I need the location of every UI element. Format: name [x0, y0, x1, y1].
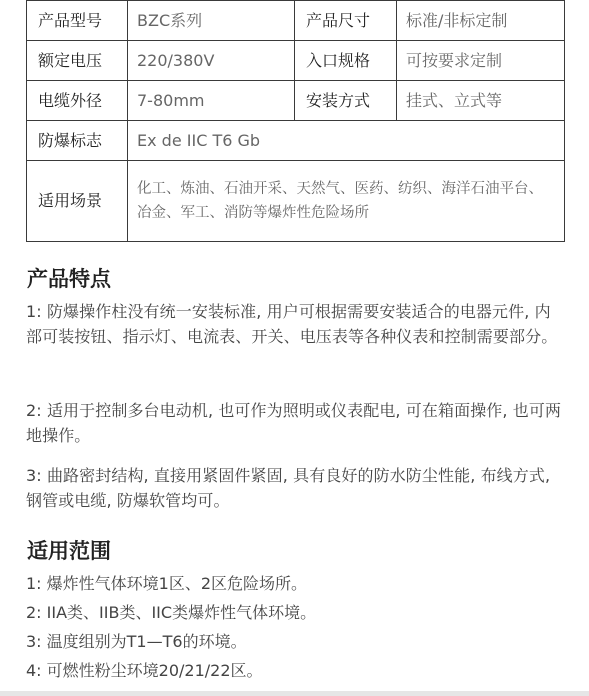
spec-label: 电缆外径 [27, 81, 128, 121]
scope-item: 4: 可燃性粉尘环境20/21/22区。 [26, 661, 263, 680]
spec-label: 防爆标志 [27, 121, 128, 161]
feature-item: 2: 适用于控制多台电动机, 也可作为照明或仪表配电, 可在箱面操作, 也可两地操作。 [26, 401, 562, 445]
spec-value: BZC系列 [128, 1, 295, 41]
spec-label: 入口规格 [295, 41, 397, 81]
spec-row [27, 81, 565, 121]
spec-row [27, 161, 565, 242]
bottom-divider [0, 691, 589, 696]
spec-value: Ex de IIC T6 Gb [128, 121, 565, 161]
spec-value: 化工、炼油、石油开采、天然气、医药、纺织、海洋石油平台、冶金、军工、消防等爆炸性危险场所 [128, 161, 565, 242]
scope-item: 3: 温度组别为T1—T6的环境。 [26, 632, 247, 651]
features-title: 产品特点 [27, 267, 111, 291]
spec-label: 安装方式 [295, 81, 397, 121]
spec-value: 挂式、立式等 [397, 81, 565, 121]
scope-item: 2: IIA类、IIB类、IIC类爆炸性气体环境。 [26, 603, 317, 622]
spec-row [27, 1, 565, 41]
spec-value: 7-80mm [128, 81, 295, 121]
spec-label: 额定电压 [27, 41, 128, 81]
spec-value: 标准/非标定制 [397, 1, 565, 41]
spec-row [27, 41, 565, 81]
spec-value: 可按要求定制 [397, 41, 565, 81]
spec-label: 适用场景 [27, 161, 128, 242]
spec-table [26, 0, 565, 242]
scope-title: 适用范围 [27, 539, 111, 563]
scope-item: 1: 爆炸性气体环境1区、2区危险场所。 [26, 574, 308, 593]
feature-item: 3: 曲路密封结构, 直接用紧固件紧固, 具有良好的防水防尘性能, 布线方式, 钢管或电缆, 防爆软管均可。 [26, 466, 551, 510]
spec-label: 产品尺寸 [295, 1, 397, 41]
spec-label: 产品型号 [27, 1, 128, 41]
spec-value: 220/380V [128, 41, 295, 81]
spec-row [27, 121, 565, 161]
feature-item: 1: 防爆操作柱没有统一安装标准, 用户可根据需要安装适合的电器元件, 内部可装按钮、指示灯、电流表、开关、电压表等各种仪表和控制需要部分。 [26, 302, 558, 346]
